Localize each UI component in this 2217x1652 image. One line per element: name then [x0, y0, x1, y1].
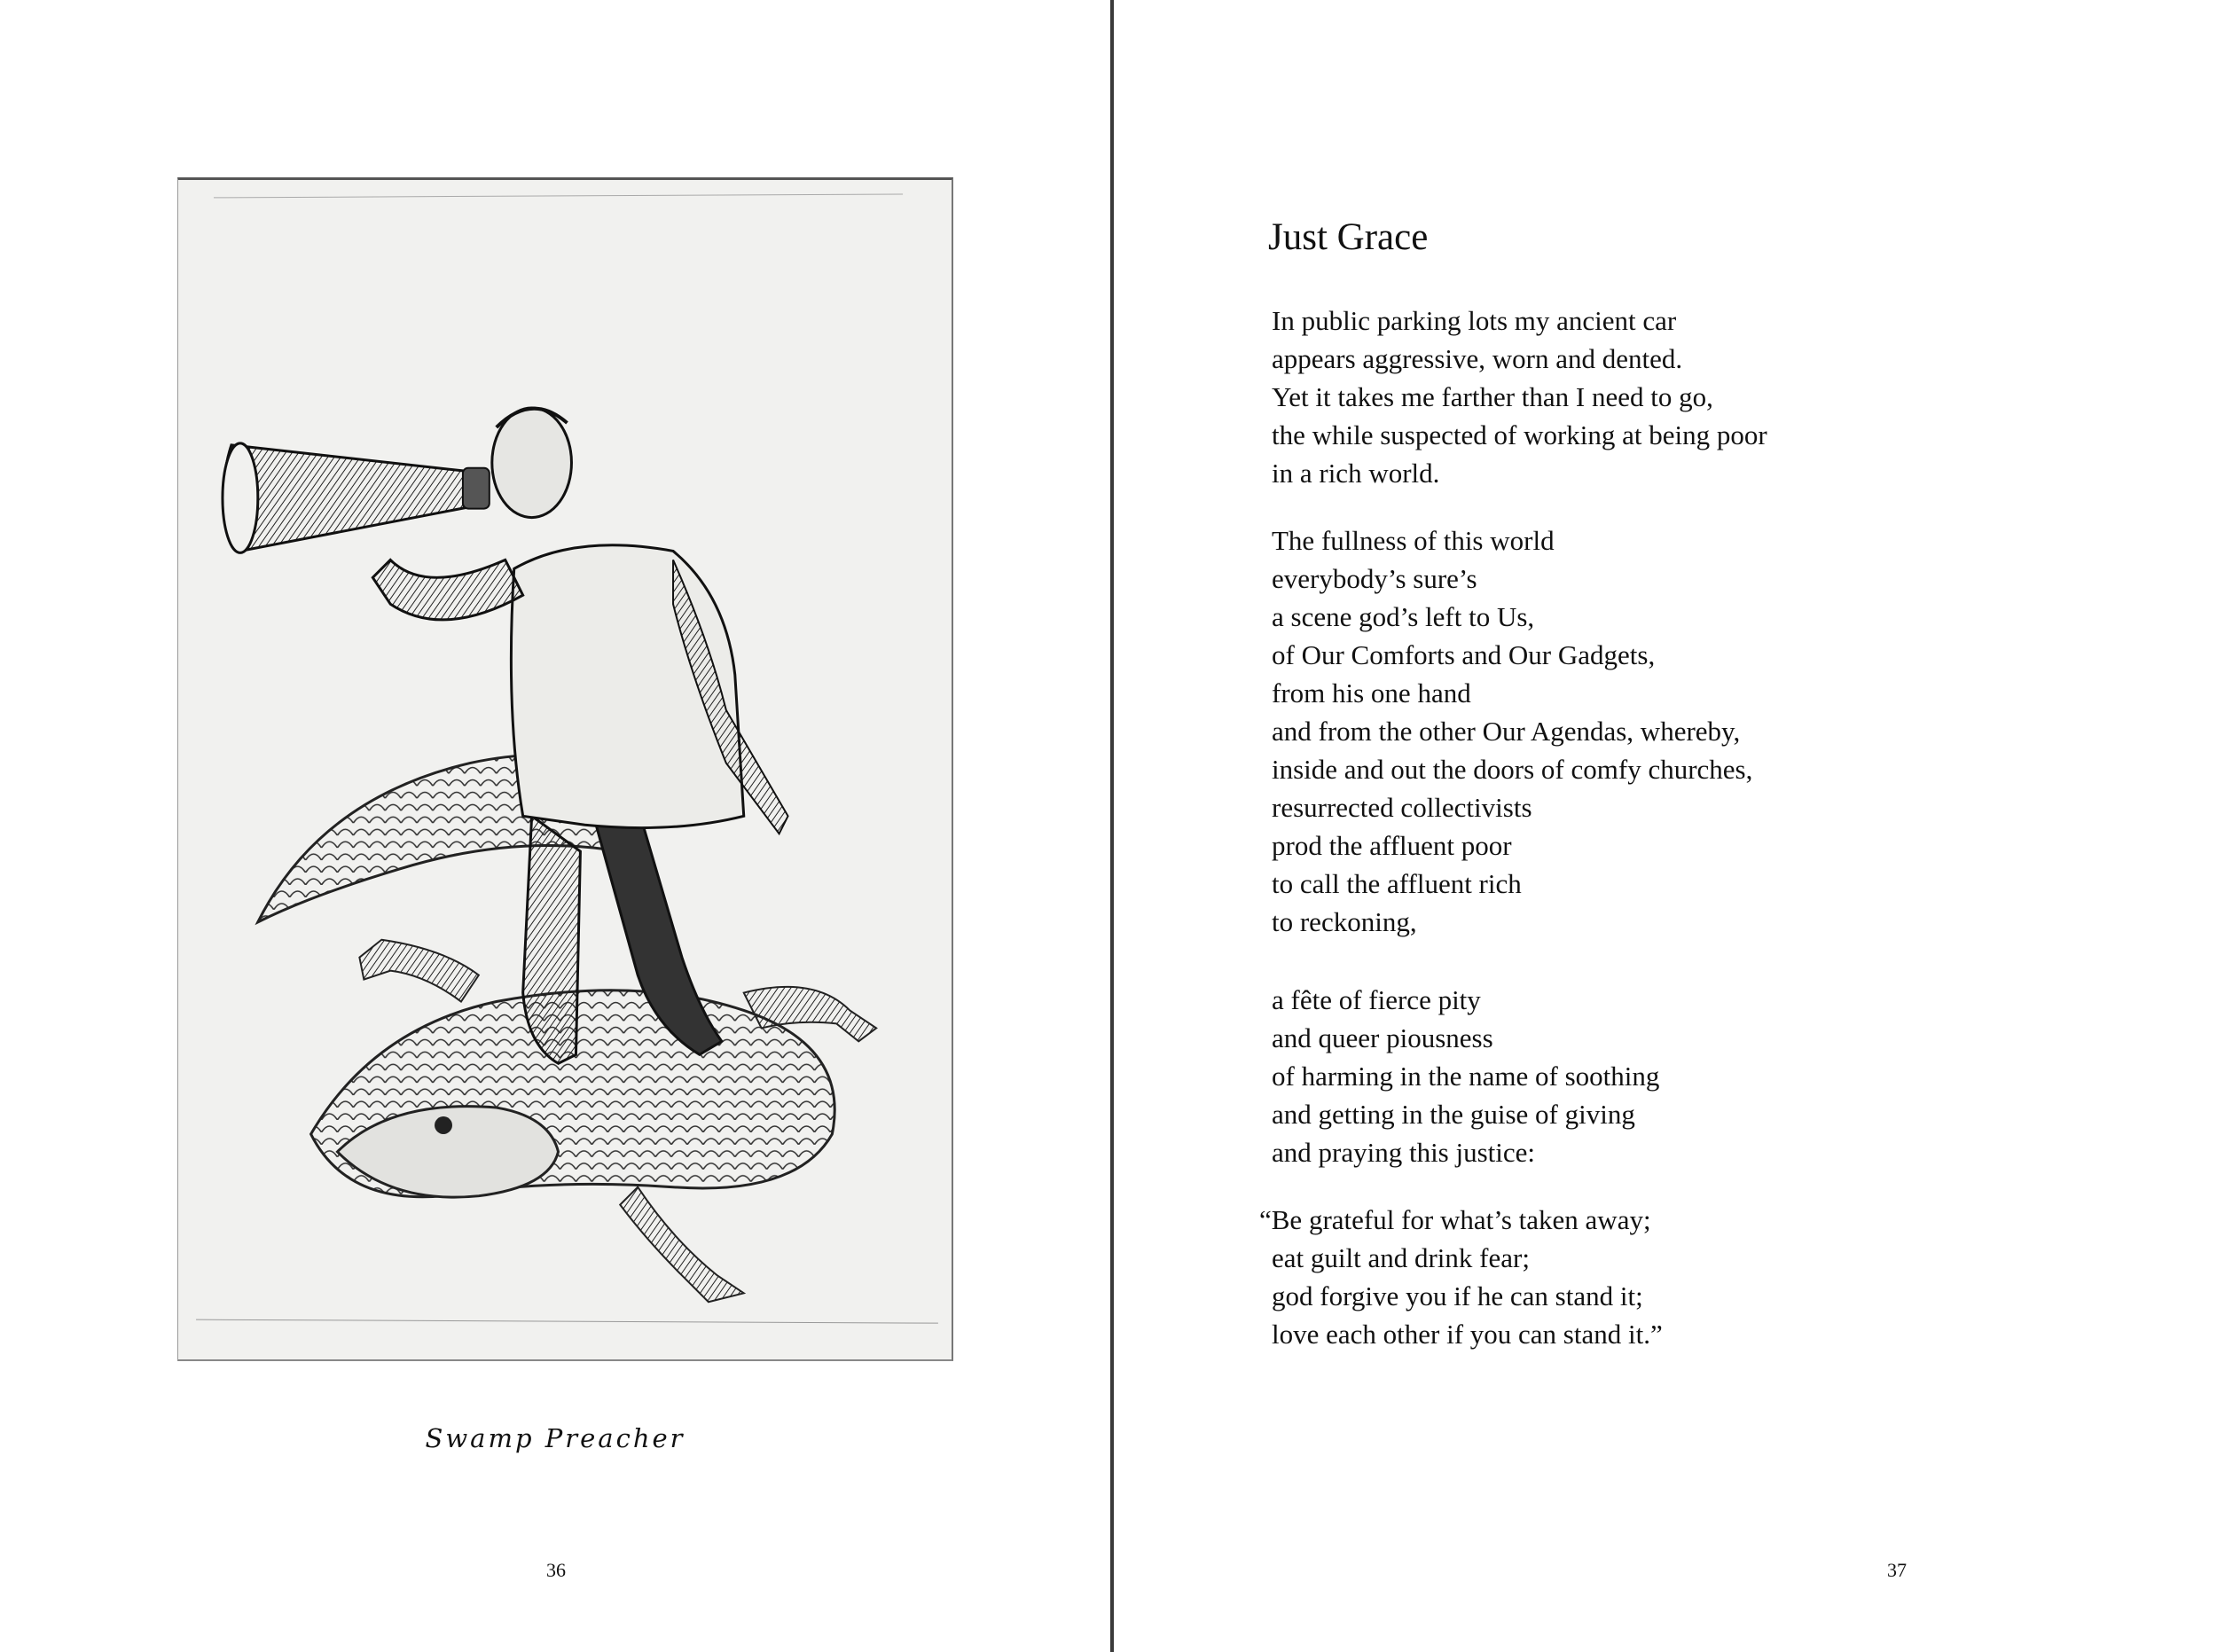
- poem-line: to call the affluent rich: [1272, 868, 1522, 899]
- poem-line: The fullness of this world: [1272, 525, 1555, 556]
- page-number-right: 37: [1887, 1559, 1907, 1581]
- poem-line: appears aggressive, worn and dented.: [1272, 343, 1683, 374]
- poem-line: and from the other Our Agendas, whereby,: [1272, 716, 1741, 747]
- poem-line: of Our Comforts and Our Gadgets,: [1272, 639, 1656, 670]
- poem-line: god forgive you if he can stand it;: [1272, 1280, 1643, 1311]
- stanza: [1259, 1201, 2158, 1353]
- stanza: [1272, 521, 2158, 941]
- poem-line: in a rich world.: [1272, 458, 1440, 489]
- stanza: [1272, 981, 2158, 1171]
- etching-man-megaphone-on-alligator-image: [178, 180, 952, 1359]
- poem-line: everybody’s sure’s: [1272, 563, 1477, 594]
- poem-title: Just Grace: [1268, 216, 1429, 258]
- poem-line: and praying this justice:: [1272, 1137, 1536, 1168]
- right-page: [1114, 0, 2217, 1652]
- poem-line: love each other if you can stand it.”: [1272, 1319, 1663, 1350]
- poem-line: the while suspected of working at being poor: [1272, 419, 1767, 450]
- poem-line: prod the affluent poor: [1272, 830, 1512, 861]
- poem-line: inside and out the doors of comfy churches,: [1272, 754, 1753, 785]
- poem-line: “Be grateful for what’s taken away;: [1259, 1204, 1651, 1235]
- poem-line: from his one hand: [1272, 677, 1471, 709]
- poem-line: and getting in the guise of giving: [1272, 1099, 1635, 1130]
- poem-line: Yet it takes me farther than I need to go,: [1272, 381, 1713, 412]
- poem-line: eat guilt and drink fear;: [1272, 1242, 1530, 1273]
- stanza: [1272, 301, 2158, 492]
- etching-plate: [177, 177, 953, 1361]
- page-number-left: 36: [546, 1559, 566, 1581]
- poem-line: of harming in the name of soothing: [1272, 1061, 1660, 1092]
- poem-line: a scene god’s left to Us,: [1272, 601, 1535, 632]
- illustration-caption: Swamp Preacher: [425, 1423, 685, 1453]
- poem-line: and queer piousness: [1272, 1022, 1493, 1053]
- poem-line: resurrected collectivists: [1272, 792, 1532, 823]
- poem-line: to reckoning,: [1272, 906, 1417, 937]
- poem-line: a fête of fierce pity: [1272, 984, 1481, 1015]
- poem-line: In public parking lots my ancient car: [1272, 305, 1677, 336]
- poem-body: [1259, 301, 2158, 1382]
